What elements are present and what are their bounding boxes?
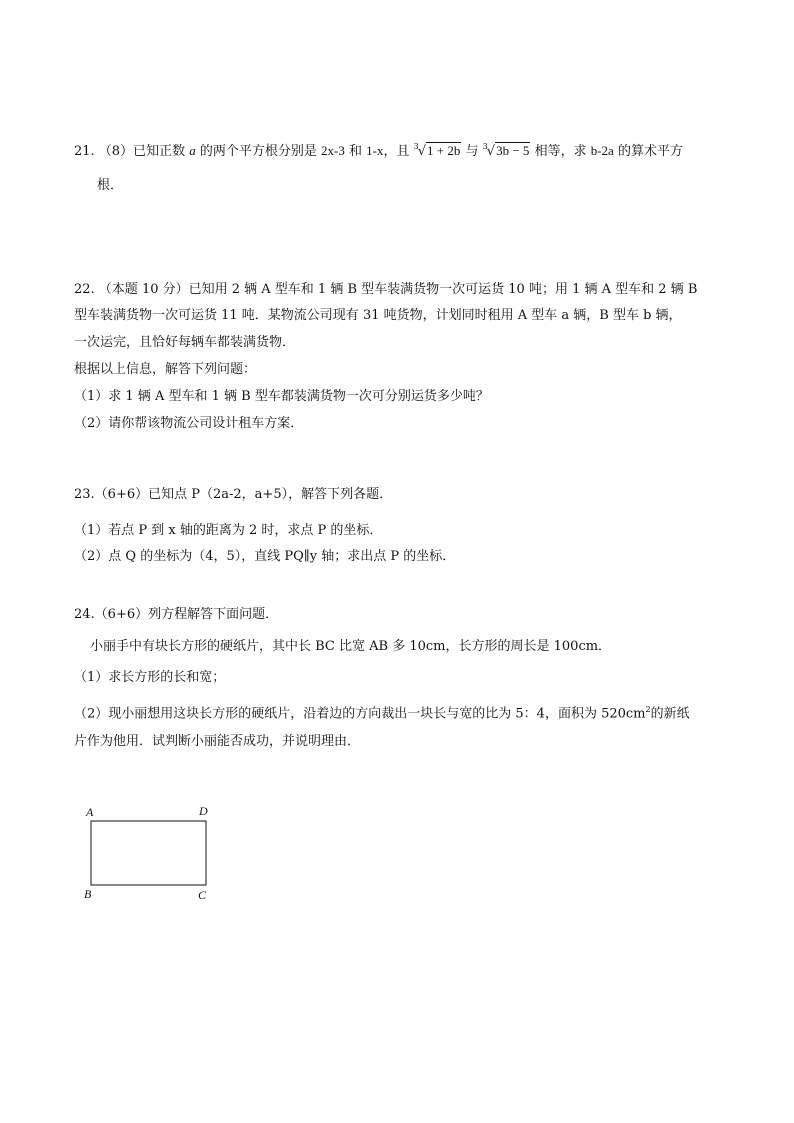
- q21-expr2: 1-x: [366, 143, 384, 158]
- q21-equal: 相等，求: [534, 144, 587, 159]
- q24-line4: [74, 701, 690, 723]
- vertex-c-label: C: [198, 888, 207, 902]
- q23-line1: 23.（6+6）已知点 P（2a-2，a+5），解答下列各题．: [74, 487, 393, 502]
- cube-root-1: $^3$√1 + 2b: [413, 142, 461, 159]
- q22-line4: 根据以上信息，解答下列问题：: [74, 362, 257, 377]
- q24-line3: （1）求长方形的长和宽；: [74, 670, 226, 685]
- q21-line1: [74, 142, 683, 162]
- q22-line2: 型车装满货物一次可运货 11 吨．某物流公司现有 31 吨货物，计划同时租用 A 型车 a 辆，B 型车 b 辆，: [74, 308, 682, 323]
- q21-with: 与: [465, 144, 479, 159]
- q21-var-a: a: [189, 143, 196, 158]
- q21-line2: 根．: [97, 178, 124, 193]
- q21-and2: ，且: [383, 144, 410, 159]
- q24-line5: 片作为他用．试判断小丽能否成功，并说明理由．: [74, 734, 361, 749]
- q24-square-sup: 2: [645, 705, 651, 714]
- q23-line3: （2）点 Q 的坐标为（4，5），直线 PQ∥y 轴；求出点 P 的坐标．: [74, 549, 456, 564]
- q24-line4-tail: 的新纸: [650, 706, 690, 722]
- q21-tail: 的算术平方: [617, 144, 683, 159]
- vertex-d-label: D: [199, 804, 208, 818]
- q21-number: 21. （8）已知正数: [74, 144, 186, 159]
- q21-expr1: 2x-3: [321, 143, 345, 158]
- cube-root-2: $^3$√3b − 5: [482, 142, 530, 159]
- rectangle-figure: [80, 802, 220, 902]
- q24-line1: 24.（6+6）列方程解答下面问题．: [74, 607, 279, 622]
- q21-expr3: b-2a: [590, 143, 614, 158]
- vertex-b-label: B: [84, 887, 92, 901]
- q24-line4-text: （2）现小丽想用这块长方形的硬纸片，沿着边的方向裁出一块长与宽的比为 5：4，面积为 520cm: [74, 706, 646, 722]
- rectangle-abcd: [91, 821, 206, 885]
- q22-line6: （2）请你帮该物流公司设计租车方案．: [74, 416, 304, 431]
- q21-and: 和: [349, 144, 363, 159]
- q22-line3: 一次运完，且恰好每辆车都装满货物．: [74, 335, 296, 350]
- vertex-a-label: A: [86, 805, 94, 819]
- q23-line2: （1）若点 P 到 x 轴的距离为 2 时，求点 P 的坐标．: [74, 523, 383, 538]
- q21-text: 的两个平方根分别是: [199, 144, 317, 159]
- q22-line1: 22. （本题 10 分）已知用 2 辆 A 型车和 1 辆 B 型车装满货物一次可运货 10 吨；用 1 辆 A 型车和 2 辆 B: [74, 282, 698, 297]
- q22-line5: （1）求 1 辆 A 型车和 1 辆 B 型车都装满货物一次可分别运货多少吨？: [74, 389, 489, 404]
- q24-line2: 小丽手中有块长方形的硬纸片，其中长 BC 比宽 AB 多 10cm，长方形的周长是 100cm．: [90, 639, 612, 654]
